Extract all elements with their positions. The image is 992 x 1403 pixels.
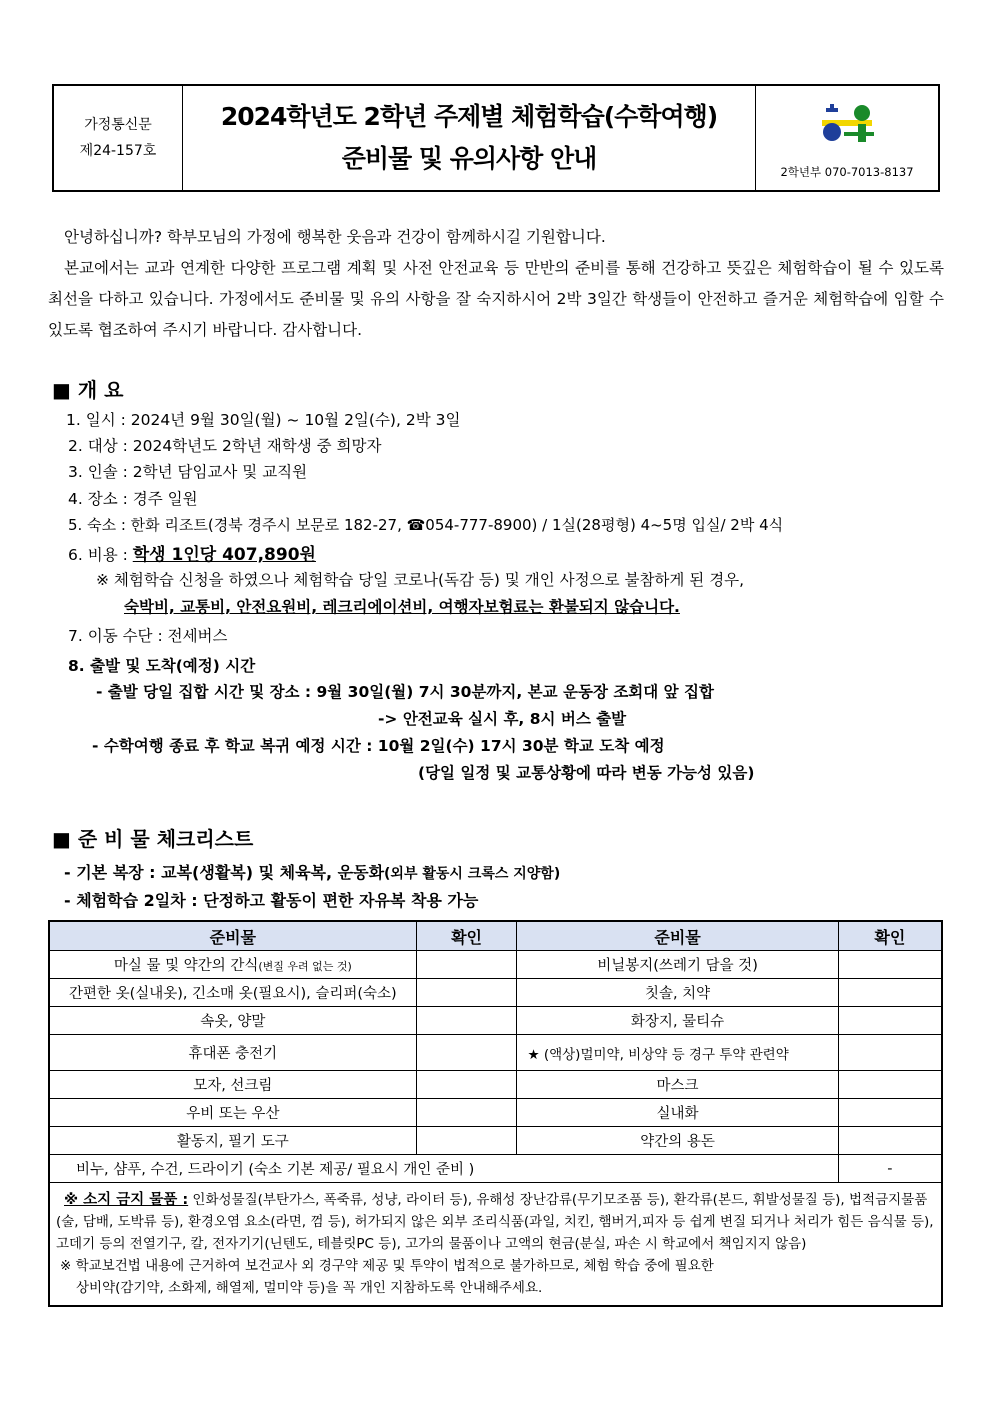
health-note-line2: 상비약(감기약, 소화제, 해열제, 멀미약 등)을 꼭 개인 지참하도록 안내해주세요.	[76, 1280, 543, 1296]
item-cell: 칫솔, 치약	[517, 979, 838, 1007]
doc-title-line1: 2024학년도 2학년 주제별 체험학습(수학여행)	[220, 102, 718, 131]
item-cell: 속옷, 양말	[49, 1007, 416, 1035]
contact-number: 2학년부 070-7013-8137	[780, 165, 914, 179]
check-cell[interactable]	[416, 1035, 517, 1071]
table-row	[49, 1127, 942, 1155]
col-header-item: 준비물	[517, 921, 838, 951]
check-cell[interactable]	[838, 1035, 942, 1071]
schedule-return-note: (당일 일정 및 교통상황에 따라 변동 가능성 있음)	[418, 764, 755, 782]
notes-cell	[49, 1183, 942, 1307]
item-cell: 모자, 선크림	[49, 1071, 416, 1099]
item-cell: 비닐봉지(쓰레기 담을 것)	[517, 951, 838, 979]
notes-row	[49, 1183, 942, 1307]
table-row-full	[49, 1155, 942, 1183]
schedule-departure-note: -> 안전교육 실시 후, 8시 버스 출발	[378, 710, 627, 728]
overview-item: 1. 일시 : 2024년 9월 30일(월) ~ 10월 2일(수), 2박 3일	[66, 411, 461, 429]
col-header-check: 확인	[838, 921, 942, 951]
table-row	[49, 1035, 942, 1071]
check-cell[interactable]	[838, 1007, 942, 1035]
doc-title-line2: 준비물 및 유의사항 안내	[341, 144, 597, 173]
banned-items-label: ※ 소지 금지 물품 :	[64, 1192, 189, 1208]
school-logo-icon	[814, 104, 880, 144]
dress-code-day2: - 체험학습 2일차 : 단정하고 활동이 편한 자유복 착용 가능	[64, 891, 479, 910]
col-header-item: 준비물	[49, 921, 416, 951]
check-cell[interactable]	[416, 979, 517, 1007]
check-cell[interactable]	[838, 1071, 942, 1099]
check-cell: -	[838, 1155, 942, 1183]
health-note-line1: ※ 학교보건법 내용에 근거하여 보건교사 외 경구약 제공 및 투약이 법적으로 불가하므로, 체험 학습 중에 필요한	[60, 1258, 714, 1274]
table-row	[49, 1007, 942, 1035]
dress-code-basic-note: (외부 활동시 크록스 지양함)	[384, 866, 561, 882]
item-cell: 휴대폰 충전기	[49, 1035, 416, 1071]
intro-body: 본교에서는 교과 연계한 다양한 프로그램 계획 및 사전 안전교육 등 만반의 준비를 통해 건강하고 뜻깊은 체험학습이 될 수 있도록 최선을 다하고 있습니다. 가정에서도 준비물 및 유의 사항을 잘 숙지하시어 2박 3일간 학생들이 안전하고 즐거운 체험학습에 임할 수 있도록 협조하여 주시기 바랍니다. 감사합니다.	[48, 259, 944, 339]
item-cell: 활동지, 필기 도구	[49, 1127, 416, 1155]
refund-warning: 숙박비, 교통비, 안전요원비, 레크리에이션비, 여행자보험료는 환불되지 않습니다.	[124, 598, 680, 616]
banned-items-text: 인화성물질(부탄가스, 폭죽류, 성냥, 라이터 등), 유해성 장난감류(무기모조품 등), 환각류(본드, 휘발성물질 등), 법적금지물품(술, 담배, 도박류 등), 환경오염 요소(라면, 껌 등), 허가되지 않은 외부 조리식품(과일, 치킨, 햄버거,피자 등 쉽게 변질 되거나 처리가 힘든 음식물 등), 고데기 등의 전열기구, 칼, 전자기기(닌텐도, 테블릿PC 등), 고가의 물품이나 고액의 현금(분실, 파손 시 학교에서 책임지지 않음)	[56, 1192, 934, 1252]
overview-cost	[68, 540, 316, 565]
intro-greeting: 안녕하십니까? 학부모님의 가정에 행복한 웃음과 건강이 함께하시길 기원합니다.	[64, 228, 606, 246]
overview-item: 3. 인솔 : 2학년 담임교사 및 교직원	[68, 463, 308, 481]
table-row	[49, 979, 942, 1007]
item-cell: 화장지, 물티슈	[517, 1007, 838, 1035]
check-cell[interactable]	[838, 1099, 942, 1127]
check-cell[interactable]	[838, 951, 942, 979]
check-cell[interactable]	[416, 1071, 517, 1099]
table-row	[49, 951, 942, 979]
table-row	[49, 1071, 942, 1099]
check-cell[interactable]	[416, 1127, 517, 1155]
overview-item: 5. 숙소 : 한화 리조트(경북 경주시 보문로 182-27, ☎054-777-8900) / 1실(28평형) 4~5명 입실/ 2박 4식	[68, 516, 784, 534]
col-header-check: 확인	[416, 921, 517, 951]
section-overview-title: ■ 개 요	[52, 378, 124, 402]
section-checklist-title: ■ 준 비 물 체크리스트	[52, 827, 254, 851]
item-cell: 약간의 용돈	[517, 1127, 838, 1155]
item-cell: 마스크	[517, 1071, 838, 1099]
table-row	[49, 1099, 942, 1127]
refund-note: ※ 체험학습 신청을 하였으나 체험학습 당일 코로나(독감 등) 및 개인 사정으로 불참하게 된 경우,	[96, 571, 745, 589]
document-header	[52, 84, 940, 192]
schedule-return: - 수학여행 종료 후 학교 복귀 예정 시간 : 10월 2일(수) 17시 30분 학교 도착 예정	[92, 737, 665, 755]
item-cell: 간편한 옷(실내옷), 긴소매 옷(필요시), 슬리퍼(숙소)	[49, 979, 416, 1007]
item-cell-full: 비누, 샴푸, 수건, 드라이기 (숙소 기본 제공/ 필요시 개인 준비 )	[49, 1155, 838, 1183]
doc-number: 제24-157호	[79, 143, 157, 159]
item-cell: 마실 물 및 약간의 간식(변질 우려 없는 것)	[49, 951, 416, 979]
overview-item: 4. 장소 : 경주 일원	[68, 490, 198, 508]
cost-label: 6. 비용 :	[68, 546, 133, 564]
checklist-table	[48, 920, 943, 1307]
dress-code-basic	[64, 860, 560, 883]
schedule-departure: - 출발 당일 집합 시간 및 장소 : 9월 30일(월) 7시 30분까지, 본교 운동장 조회대 앞 집합	[96, 683, 714, 701]
overview-item: 2. 대상 : 2024학년도 2학년 재학생 중 희망자	[68, 437, 382, 455]
doc-title-cell	[183, 86, 755, 190]
check-cell[interactable]	[838, 979, 942, 1007]
school-logo-cell	[755, 86, 938, 190]
item-cell: 실내화	[517, 1099, 838, 1127]
check-cell[interactable]	[416, 951, 517, 979]
dress-code-basic-label: - 기본 복장 : 교복(생활복) 및 체육복, 운동화	[64, 863, 385, 882]
doc-id-cell	[54, 86, 183, 190]
doc-type: 가정통신문	[84, 117, 152, 133]
item-cell: ★ (액상)멀미약, 비상약 등 경구 투약 관련약	[517, 1035, 838, 1071]
intro-text	[48, 222, 944, 346]
transport-item: 7. 이동 수단 : 전세버스	[68, 627, 228, 645]
check-cell[interactable]	[416, 1007, 517, 1035]
cost-value: 학생 1인당 407,890원	[132, 545, 316, 565]
item-cell: 우비 또는 우산	[49, 1099, 416, 1127]
table-header-row	[49, 921, 942, 951]
schedule-title: 8. 출발 및 도착(예정) 시간	[68, 657, 256, 675]
check-cell[interactable]	[838, 1127, 942, 1155]
check-cell[interactable]	[416, 1099, 517, 1127]
